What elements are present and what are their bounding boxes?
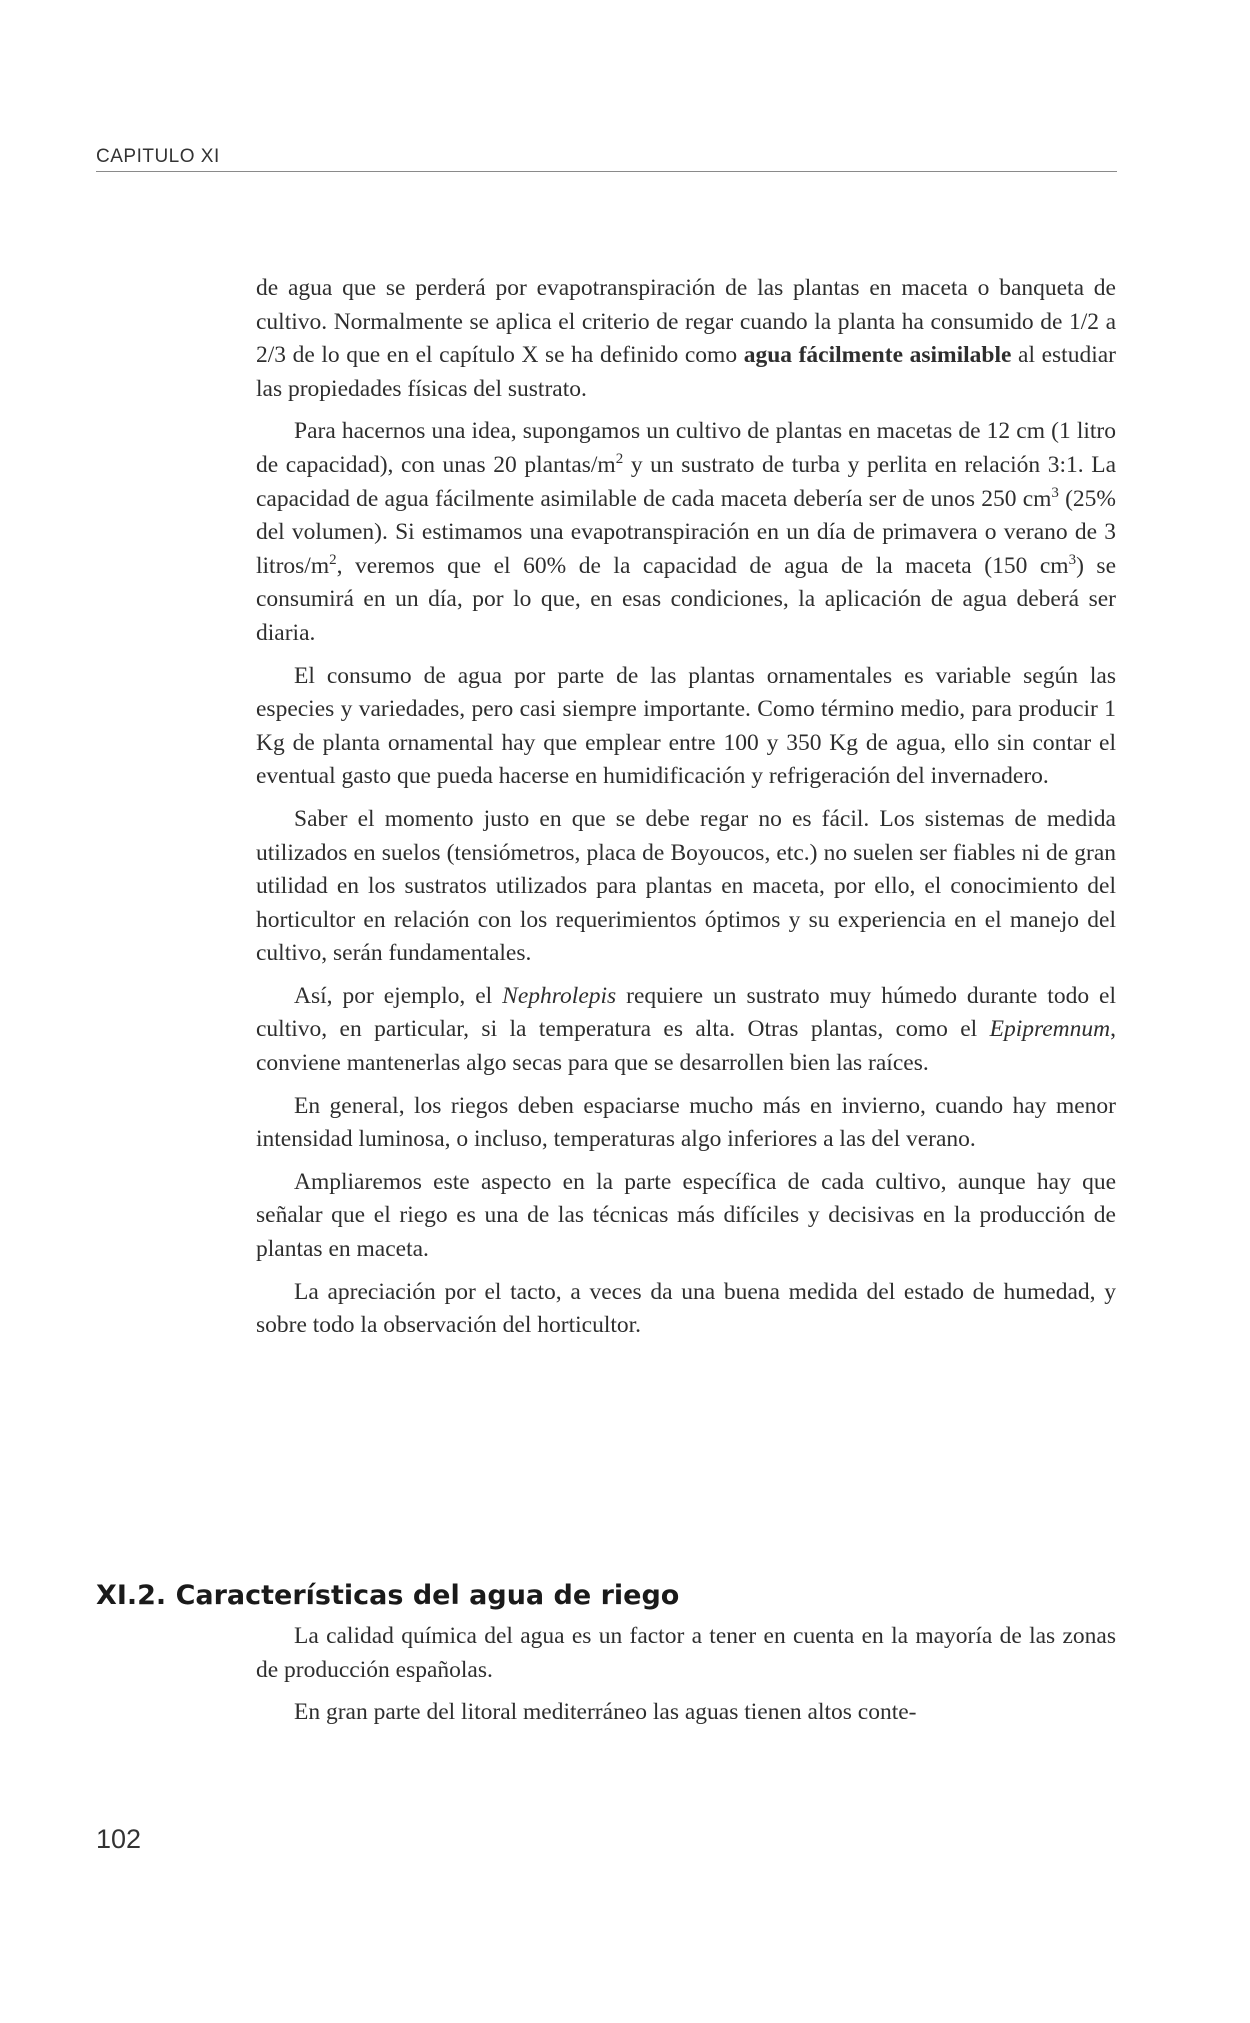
paragraph-2-text-b: y un sustrato de turba y perlita en relación 3:1. La capacidad de agua fácilmente asimilable de cada maceta debería ser de unos 250 cm — [256, 451, 1116, 512]
section-paragraph-1: La calidad química del agua es un factor a tener en cuenta en la mayoría de las zonas de producción españolas. — [256, 1623, 1116, 1683]
paragraph-8: La apreciación por el tacto, a veces da una buena medida del estado de humedad, y sobre todo la observación del horticultor. — [256, 1278, 1116, 1339]
paragraph-2-text-e: ) se consumirá en un día, por lo que, en esas condiciones, la aplicación de agua deberá ser diaria. — [256, 552, 1116, 646]
paragraph-2 — [256, 415, 1116, 650]
header-rule — [96, 171, 1117, 172]
paragraph-2-text-c: (25% del volumen). Si estimamos una evapotranspiración en un día de primavera o verano de 3 litros/m — [256, 485, 1116, 579]
superscript: 3 — [1068, 551, 1077, 568]
superscript: 2 — [329, 551, 337, 568]
body-text — [256, 272, 1116, 1352]
paragraph-5-text-b: requiere un sustrato muy húmedo durante todo el cultivo, en particular, si la temperatura es alta. Otras plantas, como el — [256, 982, 1116, 1043]
species-name-italic: Epipremnum — [989, 1016, 1111, 1043]
paragraph-2-text-d: , veremos que el 60% de la capacidad de agua de la maceta (150 cm — [336, 552, 1069, 579]
paragraph-2-text-a: Para hacernos una idea, supongamos un cultivo de plantas en macetas de 12 cm (1 litro de capacidad), con unas 20 plantas/m — [256, 418, 1116, 478]
paragraph-4: Saber el momento justo en que se debe regar no es fácil. Los sistemas de medida utilizados en suelos (tensiómetros, placa de Boyoucos, etc.) no suelen ser fiables ni de gran utilidad en los sustratos utilizados para plantas en maceta, por ello, el conocimiento del horticultor en relación con los requerimientos óptimos y su experiencia en el manejo del cultivo, serán fundamentales. — [256, 805, 1116, 967]
species-name-italic: Nephrolepis — [502, 982, 617, 1009]
section-paragraph-2: En gran parte del litoral mediterráneo las aguas tienen altos conte- — [294, 1699, 917, 1726]
paragraph-5 — [256, 980, 1116, 1081]
paragraph-5-text-c: , conviene mantenerlas algo secas para que se desarrollen bien las raíces. — [256, 1016, 1116, 1077]
page-number: 102 — [96, 1824, 142, 1854]
paragraph-6: En general, los riegos deben espaciarse mucho más en invierno, cuando hay menor intensidad luminosa, o incluso, temperaturas algo inferiores a las del verano. — [256, 1092, 1116, 1153]
paragraph-1-text-b: al estudiar las propiedades físicas del sustrato. — [256, 342, 1116, 402]
superscript: 3 — [1051, 484, 1059, 501]
paragraph-5-text-a: Así, por ejemplo, el — [294, 982, 503, 1009]
paragraph-1 — [256, 272, 1116, 406]
paragraph-3: El consumo de agua por parte de las plantas ornamentales es variable según las especies y variedades, pero casi siempre importante. Como término medio, para producir 1 Kg de planta ornamental hay que emplear entre 100 y 350 Kg de agua, ello sin contar el eventual gasto que pueda hacerse en humidificación y refrigeración del invernadero. — [256, 662, 1116, 790]
paragraph-1-text-a: de agua que se perderá por evapotranspiración de las plantas en maceta o banqueta de cultivo. Normalmente se aplica el criterio de regar cuando la planta ha consumido de 1/2 a 2/3 de lo que en el capítulo X se ha definido como — [256, 275, 1116, 369]
superscript: 2 — [615, 450, 624, 467]
running-head: CAPITULO XI — [96, 146, 220, 167]
term-bold: agua fácilmente asimilable — [743, 342, 1012, 369]
section-heading: XI.2. Características del agua de riego — [96, 1580, 680, 1611]
paragraph-7: Ampliaremos este aspecto en la parte específica de cada cultivo, aunque hay que señalar que el riego es una de las técnicas más difíciles y decisivas en la producción de plantas en maceta. — [256, 1168, 1116, 1263]
section-body — [256, 1620, 1116, 1739]
